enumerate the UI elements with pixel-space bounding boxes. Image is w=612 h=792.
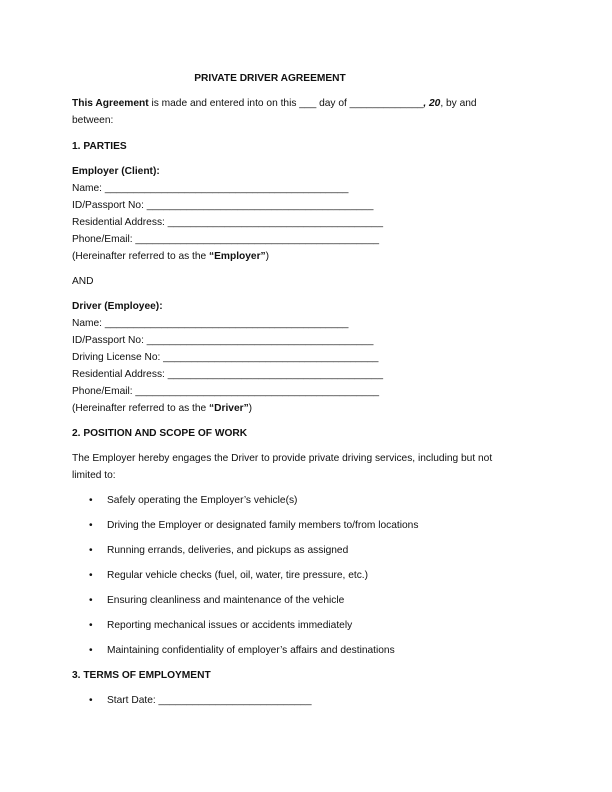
driver-heading: Driver (Employee): bbox=[72, 301, 163, 312]
employer-address-field: Residential Address: ______________________________________ bbox=[72, 217, 384, 228]
agreement-title: PRIVATE DRIVER AGREEMENT bbox=[194, 73, 346, 84]
bullet-icon: • bbox=[89, 595, 93, 606]
employer-reference bbox=[72, 250, 269, 263]
intro-year: , 20 bbox=[423, 98, 441, 109]
terms-heading: 3. TERMS OF EMPLOYMENT bbox=[72, 670, 211, 681]
parties-heading: 1. PARTIES bbox=[72, 141, 127, 152]
bullet-icon: • bbox=[89, 620, 93, 631]
duty-text: Running errands, deliveries, and pickups as assigned bbox=[107, 545, 349, 556]
duty-text: Driving the Employer or designated family members to/from locations bbox=[107, 520, 419, 531]
duty-text: Safely operating the Employer’s vehicle(s) bbox=[107, 495, 298, 506]
driver-name-field: Name: ___________________________________________ bbox=[72, 318, 349, 329]
driver-reference bbox=[72, 402, 252, 415]
intro-line-2: between: bbox=[72, 115, 114, 126]
driver-address-field: Residential Address: ______________________________________ bbox=[72, 369, 384, 380]
duty-text: Maintaining confidentiality of employer’s affairs and destinations bbox=[107, 645, 395, 656]
driver-phone-field: Phone/Email: ___________________________________________ bbox=[72, 386, 380, 397]
duty-text: Ensuring cleanliness and maintenance of the vehicle bbox=[107, 595, 345, 606]
intro-line-1 bbox=[72, 97, 477, 110]
bullet-icon: • bbox=[89, 695, 93, 706]
position-heading: 2. POSITION AND SCOPE OF WORK bbox=[72, 428, 248, 439]
employer-heading: Employer (Client): bbox=[72, 166, 160, 177]
driver-ref-term: “Driver” bbox=[209, 403, 249, 414]
position-paragraph-line-1: The Employer hereby engages the Driver to provide private driving services, including but not bbox=[72, 453, 493, 464]
bullet-icon: • bbox=[89, 520, 93, 531]
employer-ref-prefix: (Hereinafter referred to as the bbox=[72, 251, 210, 262]
position-paragraph-line-2: limited to: bbox=[72, 470, 116, 481]
driver-ref-prefix: (Hereinafter referred to as the bbox=[72, 403, 210, 414]
and-separator: AND bbox=[72, 276, 94, 287]
employer-ref-suffix: ) bbox=[265, 251, 270, 262]
employer-ref-term: “Employer” bbox=[209, 251, 266, 262]
driver-id-field: ID/Passport No: ________________________________________ bbox=[72, 335, 374, 346]
driver-ref-suffix: ) bbox=[248, 403, 253, 414]
bullet-icon: • bbox=[89, 545, 93, 556]
intro-text-2: , by and bbox=[440, 98, 477, 109]
employer-id-field: ID/Passport No: ________________________________________ bbox=[72, 200, 374, 211]
start-date-field: Start Date: ___________________________ bbox=[107, 695, 312, 706]
employer-phone-field: Phone/Email: ___________________________________________ bbox=[72, 234, 380, 245]
duty-text: Reporting mechanical issues or accidents immediately bbox=[107, 620, 353, 631]
bullet-icon: • bbox=[89, 495, 93, 506]
intro-bold: This Agreement bbox=[72, 98, 149, 109]
employer-name-field: Name: ___________________________________________ bbox=[72, 183, 349, 194]
intro-text-1: is made and entered into on this ___ day of _____________ bbox=[148, 98, 424, 109]
duty-text: Regular vehicle checks (fuel, oil, water, tire pressure, etc.) bbox=[107, 570, 369, 581]
bullet-icon: • bbox=[89, 570, 93, 581]
bullet-icon: • bbox=[89, 645, 93, 656]
driver-license-field: Driving License No: ______________________________________ bbox=[72, 352, 379, 363]
